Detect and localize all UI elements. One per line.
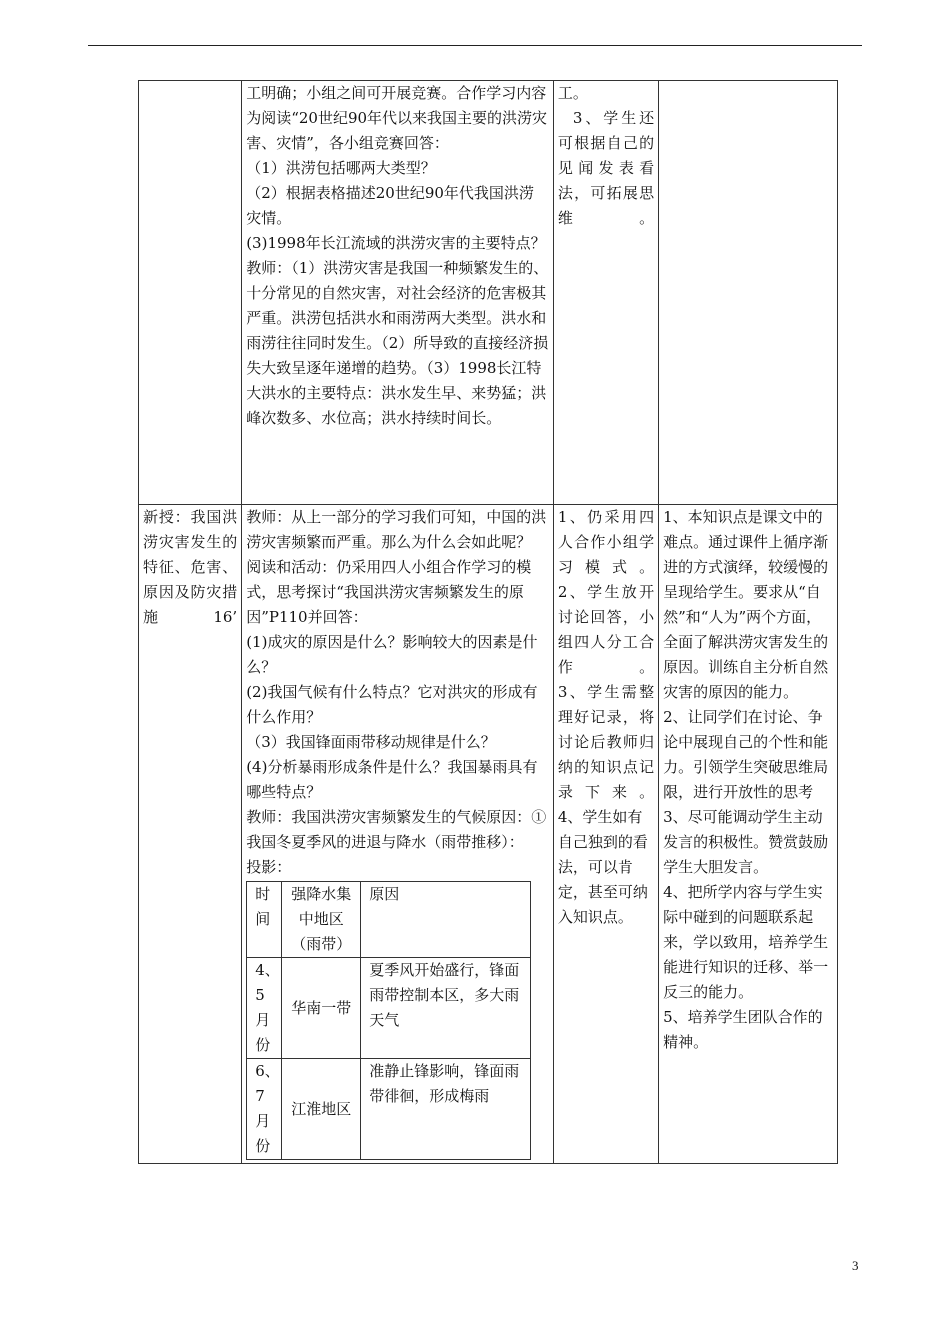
design-intent-cell bbox=[659, 505, 838, 1164]
rain-belt-table bbox=[246, 881, 531, 1160]
stage-label: 新授：我国洪涝灾害发生的特征、危害、原因及防灾措施16’ bbox=[143, 508, 238, 626]
table-cell: 夏季风开始盛行，锋面雨带控制本区，多大雨天气 bbox=[361, 958, 531, 1059]
paragraph: (1)成灾的原因是什么？影响较大的因素是什么？ bbox=[246, 633, 538, 676]
paragraph: 阅读和活动：仍采用四人小组合作学习的模式，思考探讨“我国洪涝灾害频繁发生的原因”P110并回答： bbox=[246, 558, 532, 626]
paragraph: (3)1998年长江流域的洪涝灾害的主要特点？ bbox=[246, 234, 546, 252]
paragraph: 教师：从上一部分的学习我们可知，中国的洪涝灾害频繁而严重。那么为什么会如此呢？ bbox=[246, 508, 547, 551]
table-row bbox=[139, 81, 838, 505]
paragraph: （1）洪涝包括哪两大类型？ bbox=[246, 159, 436, 177]
paragraph: (4)分析暴雨形成条件是什么？我国暴雨具有哪些特点？ bbox=[246, 758, 538, 801]
lesson-plan-table bbox=[138, 80, 838, 1164]
paragraph: （3）我国锋面雨带移动规律是什么？ bbox=[246, 733, 496, 751]
paragraph: 3、学生还可根据自己的见闻发表看法，可拓展思维。 bbox=[557, 109, 655, 227]
table-row bbox=[247, 1059, 531, 1160]
paragraph: （2）根据表格描述20世纪90年代我国洪涝灾情。 bbox=[246, 184, 534, 227]
table-cell: 6、7月份 bbox=[247, 1059, 282, 1160]
table-row bbox=[247, 958, 531, 1059]
stage-cell bbox=[139, 505, 242, 1164]
table-cell: 江淮地区 bbox=[282, 1059, 361, 1160]
paragraph: 2、学生放开讨论回答，小组四人分工合作。 bbox=[557, 583, 655, 676]
table-row bbox=[139, 505, 838, 1164]
table-header-row bbox=[247, 882, 531, 958]
paragraph: (2)我国气候有什么特点？它对洪灾的形成有什么作用？ bbox=[246, 683, 538, 726]
stage-cell bbox=[139, 81, 242, 505]
student-activity-cell bbox=[553, 505, 658, 1164]
teacher-activity-cell bbox=[242, 81, 554, 505]
paragraph: 1、仍采用四人合作小组学习模式。 bbox=[557, 508, 655, 576]
paragraph: 5、培养学生团队合作的精神。 bbox=[663, 1008, 823, 1051]
paragraph: 1、本知识点是课文中的难点。通过课件上循序渐进的方式演绎，较缓慢的呈现给学生。要求从“自然”和“人为”两个方面，全面了解洪涝灾害发生的原因。训练自主分析自然灾害的原因的能力。 bbox=[663, 508, 829, 701]
header-cell: 强降水集中地区（雨带） bbox=[282, 882, 361, 958]
page-number: 3 bbox=[852, 1258, 859, 1273]
paragraph: 工。 bbox=[557, 84, 588, 102]
paragraph: 3、尽可能调动学生主动发言的积极性。赞赏鼓励学生大胆发言。 bbox=[663, 808, 829, 876]
paragraph: 4、把所学内容与学生实际中碰到的问题联系起来，学以致用，培养学生能进行知识的迁移、举一反三的能力。 bbox=[663, 883, 829, 1001]
header-cell: 时间 bbox=[247, 882, 282, 958]
paragraph: 2、让同学们在讨论、争论中展现自己的个性和能力。引领学生突破思维局限，进行开放性的思考 bbox=[663, 708, 829, 801]
table-cell: 华南一带 bbox=[282, 958, 361, 1059]
paragraph: 教师：（1）洪涝灾害是我国一种频繁发生的、十分常见的自然灾害，对社会经济的危害极其严重。洪涝包括洪水和雨涝两大类型。洪水和雨涝往往同时发生。（2）所导致的直接经济损失大致呈逐年递增的趋势。（3）1998长江特大洪水的主要特点：洪水发生早、来势猛；洪峰次数多、水位高；洪水持续时间长。 bbox=[246, 259, 549, 427]
header-rule bbox=[88, 45, 862, 46]
table-cell: 4、5月份 bbox=[247, 958, 282, 1059]
header-cell: 原因 bbox=[361, 882, 531, 958]
design-intent-cell bbox=[659, 81, 838, 505]
student-activity-cell bbox=[553, 81, 658, 505]
paragraph: 3、学生需整理好记录，将讨论后教师归纳的知识点记录下来。 bbox=[557, 683, 655, 801]
paragraph: 教师：我国洪涝灾害频繁发生的气候原因：①我国冬夏季风的进退与降水（雨带推移）： bbox=[246, 808, 547, 851]
table-cell: 准静止锋影响，锋面雨带徘徊，形成梅雨 bbox=[361, 1059, 531, 1160]
paragraph: 4、学生如有自己独到的看法，可以肯定，甚至可纳入知识点。 bbox=[557, 808, 648, 926]
paragraph: 投影： bbox=[246, 858, 292, 876]
teacher-activity-cell bbox=[242, 505, 554, 1164]
paragraph: 工明确；小组之间可开展竞赛。合作学习内容为阅读“20世纪90年代以来我国主要的洪涝灾害、灾情”，各小组竞赛回答： bbox=[246, 84, 548, 152]
